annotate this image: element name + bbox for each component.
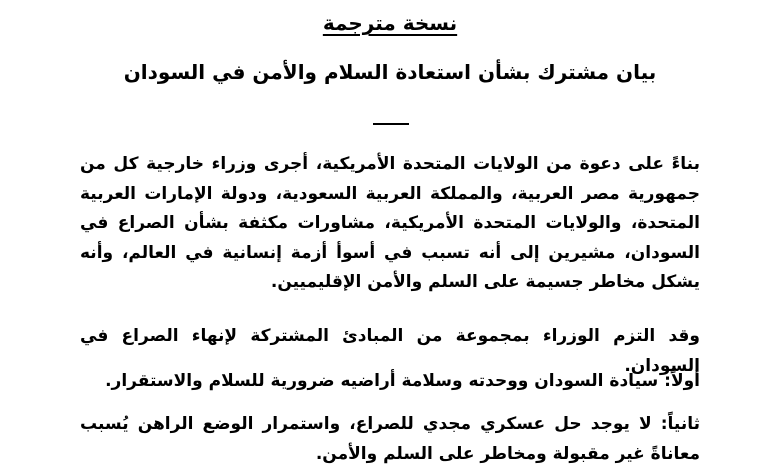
translated-copy-label: نسخة مترجمة [322,11,458,35]
title-divider [373,123,409,125]
intro-paragraph: بناءً على دعوة من الولايات المتحدة الأمريكية، أجرى وزراء خارجية كل من جمهورية مصر العربية، والمملكة العربية السعودية، ودولة الإمارات العربية المتحدة، والولايات المتحدة الأمريكية، مشاورات مكثفة بشأن الصراع في السودان، مشيرين إلى أنه تسبب في أسوأ أزمة إنسانية في العالم، وأنه يشكل مخاطر جسيمة على السلم والأمن الإقليميين. [80,154,700,292]
principles-paragraph: وقد التزم الوزراء بمجموعة من المبادئ المشتركة لإنهاء الصراع في السودان. [80,326,700,376]
principle-first: أولاً: سيادة السودان ووحدته وسلامة أراضيه ضرورية للسلام والاستقرار. [105,371,700,391]
statement-title: بيان مشترك بشأن استعادة السلام والأمن في السودان [123,60,657,84]
principle-second: ثانياً: لا يوجد حل عسكري مجدي للصراع، واستمرار الوضع الراهن يُسبب معاناةً غير مقبولة ومخاطر على السلم والأمن. [80,414,700,464]
